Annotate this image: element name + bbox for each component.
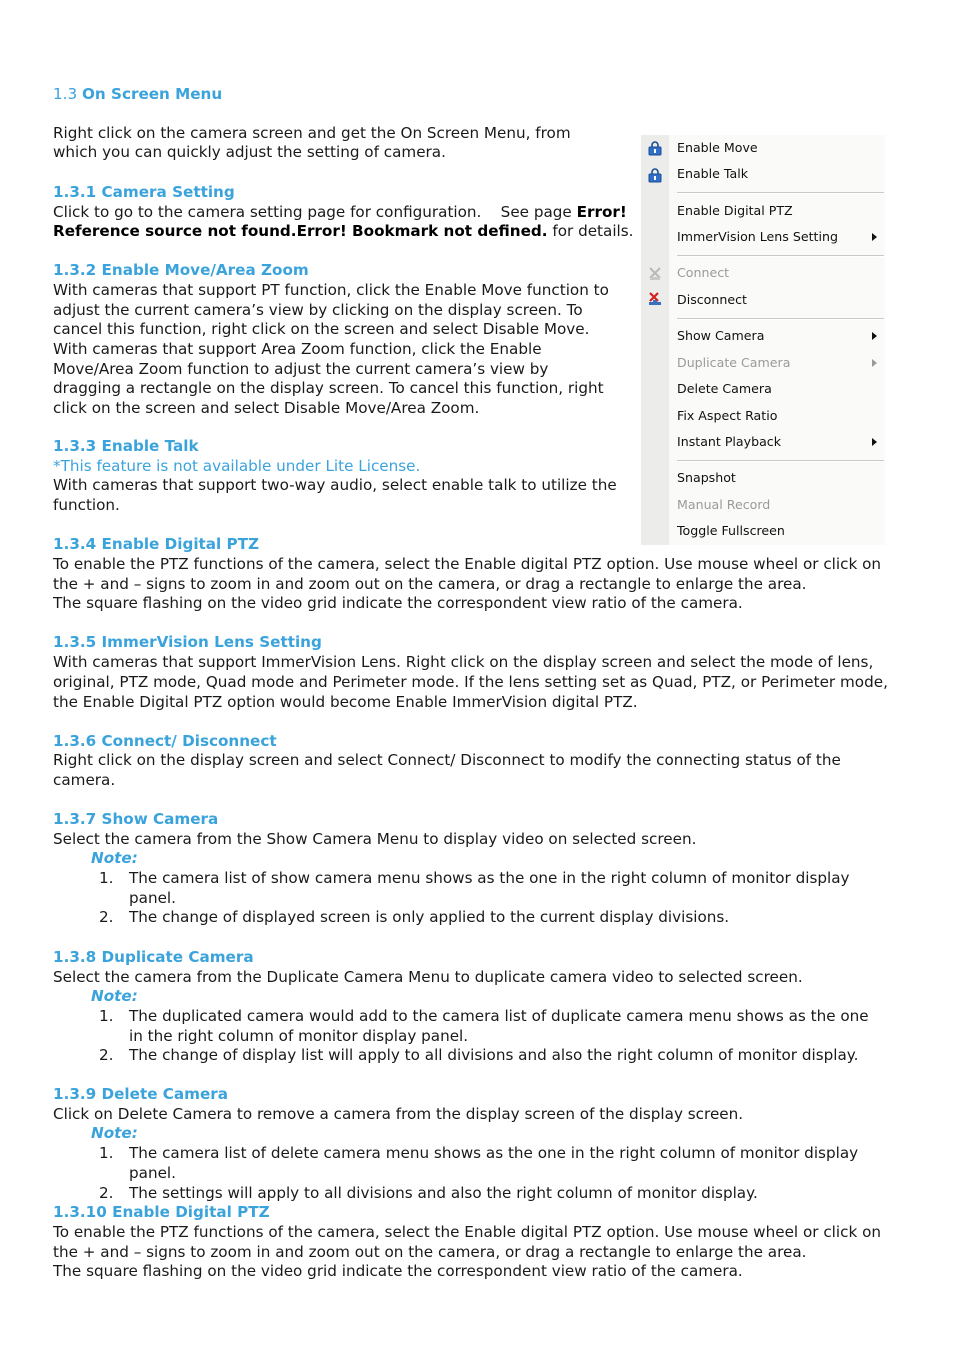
list-number: 2. (99, 908, 114, 926)
menu-item-snapshot[interactable]: Snapshot (677, 470, 736, 485)
enable-talk-line: function. (53, 496, 120, 514)
list-text: in the right column of monitor display panel. (129, 1027, 469, 1045)
heading-immervision: 1.3.5 ImmerVision Lens Setting (53, 633, 322, 651)
digital-ptz-line: the + and – signs to zoom in and zoom out on the camera, or drag a rectangle to enlarge the area. (53, 575, 807, 593)
menu-item-manual-record[interactable]: Manual Record (677, 497, 771, 512)
list-text: The duplicated camera would add to the camera list of duplicate camera menu shows as the one (129, 1007, 869, 1025)
list-text: panel. (129, 1164, 176, 1182)
on-screen-context-menu (641, 135, 885, 545)
heading-digital-ptz-2: 1.3.10 Enable Digital PTZ (53, 1203, 270, 1221)
menu-item-immervision-lens-setting[interactable]: ImmerVision Lens Setting (677, 229, 838, 244)
enable-move-line: click on the screen and select Disable Move/Area Zoom. (53, 399, 480, 417)
enable-move-line: adjust the current camera’s view by clicking on the display screen. To (53, 301, 583, 319)
menu-icon-gutter (641, 135, 669, 545)
list-text: The camera list of show camera menu shows as the one in the right column of monitor display (129, 869, 850, 887)
list-number: 2. (99, 1184, 114, 1202)
heading-connect: 1.3.6 Connect/ Disconnect (53, 732, 277, 750)
submenu-arrow-icon (872, 233, 877, 241)
digital-ptz-line: The square flashing on the video grid indicate the correspondent view ratio of the camera. (53, 594, 743, 612)
menu-item-fix-aspect-ratio[interactable]: Fix Aspect Ratio (677, 408, 778, 423)
list-number: 1. (99, 869, 114, 887)
delete-camera-line: Click on Delete Camera to remove a camera from the display screen of the display screen. (53, 1105, 744, 1123)
heading-show-camera: 1.3.7 Show Camera (53, 810, 219, 828)
error-text: Reference source not found.Error! Bookmark not defined. (53, 222, 548, 240)
immervision-line: the Enable Digital PTZ option would become Enable ImmerVision digital PTZ. (53, 693, 638, 711)
list-text: The camera list of delete camera menu shows as the one in the right column of monitor display (129, 1144, 859, 1162)
list-text: The change of displayed screen is only applied to the current display divisions. (129, 908, 730, 926)
digital-ptz-line: To enable the PTZ functions of the camera, select the Enable digital PTZ option. Use mouse wheel or click on (53, 555, 882, 573)
menu-item-connect[interactable]: Connect (677, 265, 730, 280)
enable-move-line: cancel this function, right click on the screen and select Disable Move. (53, 320, 590, 338)
duplicate-camera-line: Select the camera from the Duplicate Camera Menu to duplicate camera video to selected screen. (53, 968, 803, 986)
menu-separator (677, 460, 884, 462)
heading-camera-setting: 1.3.1 Camera Setting (53, 183, 235, 201)
immervision-line: With cameras that support ImmerVision Lens. Right click on the display screen and select the mode of lens, (53, 653, 874, 671)
section-title (53, 85, 222, 105)
heading-enable-move: 1.3.2 Enable Move/Area Zoom (53, 261, 309, 279)
menu-item-enable-talk[interactable]: Enable Talk (677, 166, 749, 181)
digital-ptz-2-line: The square flashing on the video grid indicate the correspondent view ratio of the camera. (53, 1262, 743, 1280)
menu-item-show-camera[interactable]: Show Camera (677, 328, 765, 343)
text: for details. (547, 222, 634, 240)
menu-item-disconnect[interactable]: Disconnect (677, 292, 747, 307)
heading-enable-talk: 1.3.3 Enable Talk (53, 437, 199, 455)
note-label: Note: (91, 1124, 138, 1142)
enable-move-line: With cameras that support Area Zoom function, click the Enable (53, 340, 542, 358)
list-number: 2. (99, 1046, 114, 1064)
show-camera-line: Select the camera from the Show Camera Menu to display video on selected screen. (53, 830, 697, 848)
enable-move-line: With cameras that support PT function, click the Enable Move function to (53, 281, 609, 299)
immervision-line: original, PTZ mode, Quad mode and Perimeter mode. If the lens setting set as Quad, PTZ, or Perimeter mode, (53, 673, 888, 691)
section-prefix: 1. (53, 85, 68, 103)
enable-move-line: Move/Area Zoom function to adjust the current camera’s view by (53, 360, 549, 378)
list-text: The settings will apply to all divisions and also the right column of monitor display. (129, 1184, 758, 1202)
menu-item-enable-digital-ptz[interactable]: Enable Digital PTZ (677, 203, 793, 218)
disconnect-icon (647, 291, 663, 307)
menu-item-delete-camera[interactable]: Delete Camera (677, 381, 772, 396)
connect-line: Right click on the display screen and select Connect/ Disconnect to modify the connecting status of the (53, 751, 841, 769)
submenu-arrow-icon (872, 332, 877, 340)
connect-icon (647, 265, 663, 281)
list-number: 1. (99, 1007, 114, 1025)
digital-ptz-2-line: To enable the PTZ functions of the camera, select the Enable digital PTZ option. Use mouse wheel or click on (53, 1223, 882, 1241)
submenu-arrow-icon (872, 438, 877, 446)
enable-talk-line: With cameras that support two-way audio, select enable talk to utilize the (53, 476, 617, 494)
heading-duplicate-camera: 1.3.8 Duplicate Camera (53, 948, 254, 966)
error-text: Error! (576, 203, 627, 221)
intro-line-2: which you can quickly adjust the setting of camera. (53, 143, 446, 161)
digital-ptz-2-line: the + and – signs to zoom in and zoom out on the camera, or drag a rectangle to enlarge the area. (53, 1243, 807, 1261)
menu-item-instant-playback[interactable]: Instant Playback (677, 434, 782, 449)
lock-icon (647, 140, 663, 156)
submenu-arrow-icon (872, 359, 877, 367)
note-label: Note: (91, 849, 138, 867)
lite-license-note: *This feature is not available under Lite License. (53, 457, 421, 475)
lock-icon (647, 167, 663, 183)
heading-delete-camera: 1.3.9 Delete Camera (53, 1085, 229, 1103)
text: Click to go to the camera setting page for configuration. See page (53, 203, 577, 221)
menu-item-enable-move[interactable]: Enable Move (677, 140, 758, 155)
menu-separator (677, 192, 884, 194)
menu-item-duplicate-camera[interactable]: Duplicate Camera (677, 355, 791, 370)
list-text: panel. (129, 889, 176, 907)
camera-setting-line-2 (53, 222, 634, 242)
enable-move-line: dragging a rectangle on the display screen. To cancel this function, right (53, 379, 604, 397)
section-number: 3 (67, 85, 82, 103)
intro-line-1: Right click on the camera screen and get the On Screen Menu, from (53, 124, 571, 142)
heading-digital-ptz: 1.3.4 Enable Digital PTZ (53, 535, 260, 553)
list-text: The change of display list will apply to all divisions and also the right column of monitor display. (129, 1046, 859, 1064)
note-label: Note: (91, 987, 138, 1005)
menu-item-toggle-fullscreen[interactable]: Toggle Fullscreen (677, 523, 785, 538)
menu-separator (677, 255, 884, 257)
camera-setting-line-1 (53, 203, 627, 223)
connect-line: camera. (53, 771, 116, 789)
list-number: 1. (99, 1144, 114, 1162)
menu-separator (677, 318, 884, 320)
section-label: On Screen Menu (82, 85, 223, 103)
